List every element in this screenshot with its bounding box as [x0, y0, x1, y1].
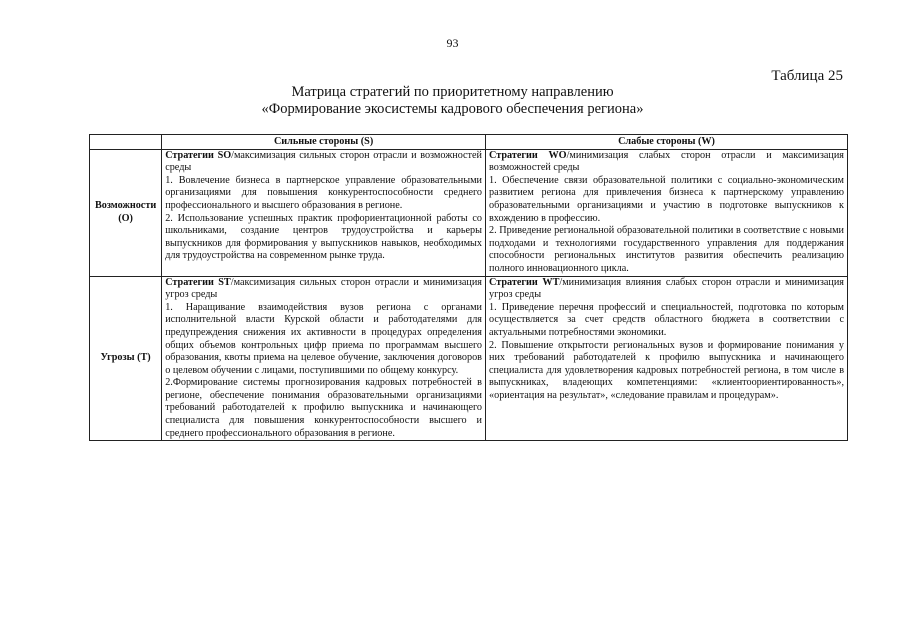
title-line-1: Матрица стратегий по приоритетному направлению: [291, 84, 614, 100]
strategy-description: /максимизация сильных сторон отрасли и минимизация угроз среды: [165, 276, 482, 301]
strategy-name: Стратегии SO: [165, 149, 232, 161]
column-header-strengths: Сильные стороны (S): [162, 135, 486, 150]
strategy-name: Стратегии WO: [489, 149, 567, 161]
row-header-threats: Угрозы (Т): [90, 276, 162, 441]
strategy-heading: [165, 277, 482, 302]
strategy-item: 1. Приведение перечня профессий и специальностей, подготовка по которым осуществляется за счет средств областного бюджета в соответствии с актуальными потребностями экономики.: [489, 301, 844, 338]
table-header-row: [90, 135, 848, 150]
strategy-description: /минимизация влияния слабых сторон отрасли и минимизация угроз среды: [489, 276, 844, 301]
strategy-heading: [489, 150, 844, 175]
cell-wo-strategies: [486, 149, 848, 276]
table-title: [0, 84, 905, 118]
column-header-weaknesses: Слабые стороны (W): [486, 135, 848, 150]
row-header-opportunities: Возможности (О): [90, 149, 162, 276]
cell-so-strategies: [162, 149, 486, 276]
table-row-opportunities: [90, 149, 848, 276]
strategy-item: 2. Повышение открытости региональных вузов и формирование понимания у них требований работодателей к профилю выпускника и начинающего специалиста для удовлетворения кадровых потребностей региона, в том числе в выпускниках, владеющих компетенциями: «клиентоориентированность», «ориентация на результат», «следование правилам и процедурам».: [489, 339, 844, 401]
strategy-heading: [165, 150, 482, 175]
strategy-item: 2.Формирование системы прогнозирования кадровых потребностей в регионе, обеспечение понимания образовательными организациями требований работодателей к профилю выпускника и начинающего специалиста для повышения конкурентоспособности высшего и среднего профессионального образования в регионе.: [165, 377, 482, 439]
strategy-name: Стратегии ST: [165, 276, 231, 288]
strategy-item: 2. Приведение региональной образовательной политики в соответствие с новыми подходами и технологиями государственного управления для поддержания способности региональных институтов развития обеспечить реализацию полного инновационного цикла.: [489, 225, 844, 274]
strategy-description: /максимизация сильных сторон отрасли и возможностей среды: [165, 149, 482, 174]
strategy-heading: [489, 277, 844, 302]
cell-wt-strategies: [486, 276, 848, 441]
strategy-matrix-table: [89, 134, 848, 441]
strategy-name: Стратегии WT: [489, 276, 560, 288]
page-number: 93: [446, 36, 459, 50]
table-label: Таблица 25: [771, 68, 843, 84]
table-row-threats: [90, 276, 848, 441]
strategy-item: 1. Вовлечение бизнеса в партнерское управление образовательными организациями для повышения конкурентоспособности среднего профессионального и высшего образования в регионе.: [165, 174, 482, 211]
corner-cell: [90, 135, 162, 150]
strategy-item: 1. Наращивание взаимодействия вузов региона с органами исполнительной власти Курской области и работодателями для предупреждения снижения их активности в процедурах определения общих объемов контрольных цифр приема по программам высшего образования, квоты приема на целевое обучение, заключения договоров о целевом обучении с лицами, поступившими по общему конкурсу.: [165, 301, 482, 376]
title-line-2: «Формирование экосистемы кадрового обеспечения региона»: [261, 101, 644, 117]
strategy-item: 2. Использование успешных практик профориентационной работы со школьниками, создание центров трудоустройства и карьеры выпускников для формирования у выпускников навыков, необходимых для трудоустройства на современном рынке труда.: [165, 212, 482, 262]
strategy-item: 1. Обеспечение связи образовательной политики с социально-экономическим развитием региона для привлечения бизнеса к партнерскому управлению образовательными организациями и участию в подготовке выпускников к вхождению в профессию.: [489, 174, 844, 224]
strategy-description: /минимизация слабых сторон отрасли и максимизация возможностей среды: [489, 149, 844, 174]
cell-st-strategies: [162, 276, 486, 441]
